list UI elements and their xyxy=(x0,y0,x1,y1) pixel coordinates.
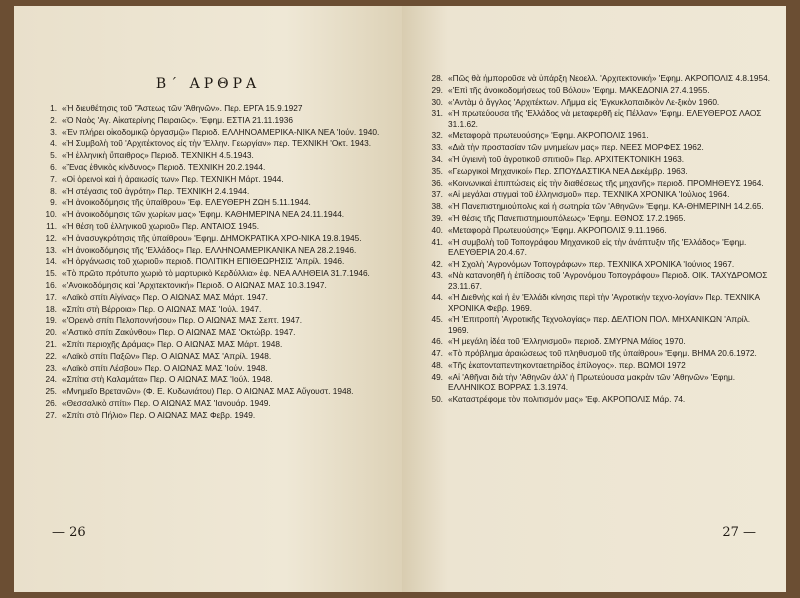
entry-number: 26. xyxy=(45,397,57,408)
article-entry xyxy=(36,315,381,325)
entry-number: 30. xyxy=(431,96,443,107)
article-entry xyxy=(36,292,381,302)
article-entry xyxy=(422,130,772,140)
entry-number: 47. xyxy=(431,348,443,359)
entry-number: 31. xyxy=(431,108,443,119)
entry-text: «Λαϊκὸ σπίτι Παξῶν» Περ. Ο ΑΙΩΝΑΣ ΜΑΣ 'Απρίλ. 1948. xyxy=(62,350,272,361)
article-entry xyxy=(422,108,772,128)
entry-text: «Ὁ Ναὸς 'Αγ. Αἰκατερίνης Πειραιῶς». 'Εφημ. ΕΣΤΙΑ 21.11.1936 xyxy=(62,114,294,125)
entry-number: 33. xyxy=(431,142,443,153)
entry-text: «Σπίτια στὴ Καλαμάτα» Περ. Ο ΑΙΩΝΑΣ ΜΑΣ 'Ιούλ. 1948. xyxy=(62,374,273,385)
entry-text: «Ἡ ὀργάνωσις τοῦ χωριοῦ» περιοδ. ΠΟΛΙΤΙΚΗ ΕΠΙΘΕΩΡΗΣΙΣ 'Απρίλ. 1946. xyxy=(62,256,345,267)
article-entry xyxy=(422,201,772,211)
article-entry xyxy=(36,304,381,314)
entry-text: «Ἡ στέγασις τοῦ ἀγρότη» Περ. ΤΕΧΝΙΚΗ 2.4.1944. xyxy=(62,185,250,196)
entry-number: 6. xyxy=(50,161,57,172)
article-entry xyxy=(36,386,381,396)
entry-text: «Ἡ 'Επιτροπὴ 'Αγροτικῆς Τεχνολογίας» περ. ΔΕΛΤΙΟΝ ΠΟΛ. ΜΗΧΑΝΙΚΩΝ 'Απρίλ. 1969. xyxy=(448,314,751,335)
entry-text: «Σπίτι στὸ Πήλιο» Περ. Ο ΑΙΩΝΑΣ ΜΑΣ Φεβρ. 1949. xyxy=(62,409,256,420)
entry-number: 48. xyxy=(431,359,443,370)
entry-number: 27. xyxy=(45,409,57,420)
article-entry xyxy=(422,178,772,188)
entry-text: «Αἱ 'Αθῆναι διὰ τὴν 'Αθηνῶν ἀλλ' ἡ Πρωτεύουσα μακρὰν τῶν 'Αθηνῶν» 'Εφημ. ΕΛΛΗΝΙΚΟΣ ΒΟΡΡΑΣ 1.3.1974. xyxy=(448,371,736,392)
entry-number: 10. xyxy=(45,209,57,220)
entry-text: «Σπίτι περιοχῆς Δράμας» Περ. Ο ΑΙΩΝΑΣ ΜΑΣ Μάρτ. 1948. xyxy=(62,338,283,349)
entry-text: «Τὸ πρόβλημα ἀραιώσεως τοῦ πληθυσμοῦ τῆς ὑπαίθρου» 'Εφημ. ΒΗΜΑ 20.6.1972. xyxy=(448,348,757,359)
entry-number: 11. xyxy=(46,220,57,231)
article-list-left xyxy=(36,103,381,422)
entry-text: «Ἡ ἀνασυγκρότησις τῆς ὑπαίθρου» 'Εφημ. ΔΗΜΟΚΡΑΤΙΚΑ ΧΡΟ-ΝΙΚΑ 19.8.1945. xyxy=(62,232,362,243)
entry-text: «Ἡ ἀνοικοδόμησις τῆς 'Ελλάδος» Περ. ΕΛΛΗΝΟΑΜΕΡΙΚΑΝΙΚΑ ΝΕΑ 28.2.1946. xyxy=(62,244,357,255)
entry-number: 16. xyxy=(45,279,57,290)
article-entry xyxy=(422,189,772,199)
entry-text: «Κοινωνικαὶ ἐπιπτώσεις εἰς τὴν διαθέσεως τῆς μηχανῆς» περιοδ. ΠΡΟΜΗΘΕΥΣ 1964. xyxy=(448,177,764,188)
entry-text: «Τῆς ἑκατονταπεντηκονταετηρίδος ἐπίλογος». περ. ΒΩΜΟΙ 1972 xyxy=(448,359,686,370)
entry-text: «Ἡ συμβολὴ τοῦ Τοπογράφου Μηχανικοῦ εἰς τὴν ἀνάπτυξιν τῆς 'Ελλάδος» 'Εφημ. ΕΛΕΥΘΕΡΙΑ 20.4.67. xyxy=(448,236,747,257)
entry-text: «Ἡ Πανεπιστημιούπολις καὶ ἡ σωτηρία τῶν 'Αθηνῶν» 'Εφημ. ΚΑ-ΘΗΜΕΡΙΝΗ 14.2.65. xyxy=(448,201,764,212)
entry-number: 3. xyxy=(50,126,57,137)
entry-text: «Μεταφορὰ πρωτευούσης» 'Εφημ. ΑΚΡΟΠΟΛΙΣ 1961. xyxy=(448,130,649,141)
entry-text: «Μνημεῖο Βρετανῶν» (Φ. Ε. Κυδωνιάτου) Περ. Ο ΑΙΩΝΑΣ ΜΑΣ Αὔγουστ. 1948. xyxy=(62,386,354,397)
entry-number: 39. xyxy=(431,212,443,223)
article-entry xyxy=(422,336,772,346)
right-page xyxy=(402,6,786,592)
entry-text: «Γεωργικοὶ Μηχανικοί» Περ. ΣΠΟΥΔΑΣΤΙΚΑ ΝΕΑ Δεκέμβρ. 1963. xyxy=(448,165,688,176)
entry-number: 24. xyxy=(45,374,57,385)
article-entry xyxy=(36,221,381,231)
entry-text: «Διὰ τὴν προστασίαν τῶν μνημείων μας» περ. ΝΕΕΣ ΜΟΡΦΕΣ 1962. xyxy=(448,142,704,153)
article-entry xyxy=(422,225,772,235)
entry-text: «'Ανοικοδόμησις καὶ 'Αρχιτεκτονική» Περιοδ. Ο ΑΙΩΝΑΣ ΜΑΣ 10.3.1947. xyxy=(62,279,327,290)
entry-number: 23. xyxy=(45,362,57,373)
entry-text: «'Επὶ τῆς ἀνοικοδομήσεως τοῦ Βόλου» 'Εφημ. ΜΑΚΕΔΟΝΙΑ 27.4.1955. xyxy=(448,84,710,95)
entry-number: 15. xyxy=(45,268,57,279)
article-entry xyxy=(36,398,381,408)
entry-text: «Ἡ θέσις τῆς Πανεπιστημιουπόλεως» 'Εφημ. ΕΘΝΟΣ 17.2.1965. xyxy=(448,212,686,223)
entry-number: 20. xyxy=(45,327,57,338)
section-heading: Β΄ ΑΡΘΡΑ xyxy=(155,76,261,92)
article-entry xyxy=(36,327,381,337)
entry-text: «Ἡ διευθέτησις τοῦ 'Ἄστεως τῶν 'Ἀθηνῶν». Περ. ΕΡΓΑ 15.9.1927 xyxy=(62,103,303,113)
article-list-right xyxy=(422,73,772,406)
article-entry xyxy=(36,162,381,172)
entry-number: 46. xyxy=(431,336,443,347)
entry-number: 40. xyxy=(431,224,443,235)
article-entry xyxy=(36,233,381,243)
entry-text: «Ἡ θέση τοῦ ἑλληνικοῦ χωριοῦ» Περ. ΑΝΤΑΙΟΣ 1945. xyxy=(62,220,260,231)
entry-number: 37. xyxy=(431,189,443,200)
entry-text: «Ἡ ἀνοικοδόμησις τῶν χωρίων μας» 'Εφημ. ΚΑΘΗΜΕΡΙΝΑ ΝΕΑ 24.11.1944. xyxy=(62,209,345,220)
entry-text: «Καταστρέφομε τὸν πολιτισμόν μας» 'Εφ. ΑΚΡΟΠΟΛΙΣ Μάρ. 74. xyxy=(448,393,686,404)
entry-text: «Μεταφορὰ Πρωτευούσης» 'Εφημ. ΑΚΡΟΠΟΛΙΣ 9.11.1966. xyxy=(448,224,667,235)
page-number-left: — 26 xyxy=(52,525,86,540)
entry-number: 19. xyxy=(45,315,57,326)
entry-number: 2. xyxy=(50,114,57,125)
entry-number: 36. xyxy=(431,177,443,188)
article-entry xyxy=(36,280,381,290)
article-entry xyxy=(36,339,381,349)
article-entry xyxy=(36,245,381,255)
entry-number: 21. xyxy=(45,338,57,349)
article-entry xyxy=(36,197,381,207)
article-entry xyxy=(422,360,772,370)
left-page xyxy=(14,6,403,592)
article-entry xyxy=(36,351,381,361)
article-entry xyxy=(36,174,381,184)
entry-number: 22. xyxy=(45,350,57,361)
entry-number: 45. xyxy=(431,314,443,325)
article-entry xyxy=(36,127,381,137)
entry-text: «Ἐν πλήρει οἰκοδομικῷ ὀργασμῷ» Περιοδ. ΕΛΛΗΝΟΑΜΕΡΙΚΑ-ΝΙΚΑ ΝΕΑ 'Ιούν. 1940. xyxy=(62,126,380,137)
entry-text: «'Αντὰμ ὁ ἄγγλος 'Αρχιτέκτων. Λῆμμα εἰς 'Εγκυκλοπαιδικὸν Λε-ξικὸν 1960. xyxy=(448,96,720,107)
entry-text: «Ἡ μεγάλη ἰδέα τοῦ 'Ελληνισμοῦ» περιοδ. ΣΜΥΡΝΑ Μάϊος 1970. xyxy=(448,336,686,347)
article-entry xyxy=(422,292,772,312)
entry-text: «Τὸ πρῶτο πρότυπο χωριὸ τὸ μαρτυρικὸ Κερδύλλια» ἐφ. ΝΕΑ ΑΛΗΘΕΙΑ 31.7.1946. xyxy=(62,268,370,279)
entry-number: 8. xyxy=(50,185,57,196)
entry-number: 7. xyxy=(50,173,57,184)
article-entry xyxy=(36,186,381,196)
article-entry xyxy=(422,270,772,290)
entry-text: «Ἡ ἑλληνικὴ ὕπαιθρος» Περιοδ. ΤΕΧΝΙΚΗ 4.5.1943. xyxy=(62,150,254,161)
entry-number: 9. xyxy=(50,197,57,208)
article-entry xyxy=(36,410,381,420)
page-number-right: 27 — xyxy=(722,525,756,540)
article-entry xyxy=(422,237,772,257)
article-entry xyxy=(422,372,772,392)
article-entry xyxy=(422,314,772,334)
entry-number: 18. xyxy=(45,303,57,314)
entry-number: 49. xyxy=(431,371,443,382)
article-entry xyxy=(422,142,772,152)
entry-text: «Λαϊκὸ σπίτι Λέσβου» Περ. Ο ΑΙΩΝΑΣ ΜΑΣ 'Ιούν. 1948. xyxy=(62,362,268,373)
entry-text: «Ἡ ἀνοικοδόμησις τῆς ὑπαίθρου» 'Εφ. ΕΛΕΥΘΕΡΗ ΖΩΗ 5.11.1944. xyxy=(62,197,311,208)
article-entry xyxy=(422,166,772,176)
entry-number: 50. xyxy=(431,393,443,404)
entry-text: «Ἕνας ἐθνικὸς κίνδυνος» Περιοδ. ΤΕΧΝΙΚΗ 20.2.1944. xyxy=(62,161,266,172)
entry-number: 44. xyxy=(431,292,443,303)
entry-number: 14. xyxy=(45,256,57,267)
entry-text: «Νὰ κατανοηθῆ ἡ ἐπίδοσις τοῦ 'Αγρονόμου Τοπογράφου» Περιοδ. ΟΙΚ. ΤΑΧΥΔΡΟΜΟΣ 23.11.67. xyxy=(448,270,768,291)
entry-text: «'Αστικὸ σπίτι Ζακύνθου» Περ. Ο ΑΙΩΝΑΣ ΜΑΣ 'Οκτώβρ. 1947. xyxy=(62,327,296,338)
article-entry xyxy=(422,394,772,404)
article-entry xyxy=(422,85,772,95)
entry-text: «Αἱ μεγάλαι στιγμαὶ τοῦ ἑλληνισμοῦ» περ. ΤΕΧΝΙΚΑ ΧΡΟΝΙΚΑ 'Ιούλιος 1964. xyxy=(448,189,730,200)
entry-number: 5. xyxy=(50,150,57,161)
article-entry xyxy=(36,138,381,148)
article-entry xyxy=(36,268,381,278)
entry-number: 32. xyxy=(431,130,443,141)
entry-number: 35. xyxy=(431,165,443,176)
entry-number: 25. xyxy=(45,386,57,397)
entry-number: 17. xyxy=(45,291,57,302)
entry-text: «Ἡ Συμβολὴ τοῦ 'Αρχιτέκτονος εἰς τὴν 'Ελλην. Γεωργίαν» περ. ΤΕΧΝΙΚΗ 'Οκτ. 1943. xyxy=(62,138,372,149)
entry-number: 42. xyxy=(431,258,443,269)
article-entry xyxy=(36,150,381,160)
entry-number: 13. xyxy=(45,244,57,255)
entry-number: 41. xyxy=(431,236,443,247)
entry-number: 34. xyxy=(431,153,443,164)
article-entry xyxy=(36,115,381,125)
entry-text: «Λαϊκὸ σπίτι Αἰγίνας» Περ. Ο ΑΙΩΝΑΣ ΜΑΣ Μάρτ. 1947. xyxy=(62,291,268,302)
entry-text: «Σπίτι στὴ Βέρροια» Περ. Ο ΑΙΩΝΑΣ ΜΑΣ 'Ιούλ. 1947. xyxy=(62,303,262,314)
entry-text: «Θεσσαλικὸ σπίτι» Περ. Ο ΑΙΩΝΑΣ ΜΑΣ 'Ιανουάρ. 1949. xyxy=(62,397,271,408)
entry-text: «Ἡ ὑγιεινὴ τοῦ ἀγροτικοῦ σπιτιοῦ» Περ. ΑΡΧΙΤΕΚΤΟΝΙΚΗ 1963. xyxy=(448,153,685,164)
article-entry xyxy=(36,209,381,219)
entry-text: «'Ορεινὸ σπίτι Πελοποννήσου» Περ. Ο ΑΙΩΝΑΣ ΜΑΣ Σεπτ. 1947. xyxy=(62,315,303,326)
entry-number: 12. xyxy=(45,232,57,243)
article-entry xyxy=(422,348,772,358)
entry-number: 29. xyxy=(431,84,443,95)
entry-number: 4. xyxy=(50,138,57,149)
entry-number: 28. xyxy=(431,73,443,83)
entry-text: «Πῶς θὰ ἠμποροῦσε νὰ ὑπάρξη Νεοελλ. 'Αρχιτεκτονική» 'Εφημ. ΑΚΡΟΠΟΛΙΣ 4.8.1954. xyxy=(448,73,771,83)
article-entry xyxy=(36,103,381,113)
article-entry xyxy=(422,154,772,164)
article-entry xyxy=(36,256,381,266)
article-entry xyxy=(36,374,381,384)
entry-number: 43. xyxy=(431,270,443,281)
entry-number: 38. xyxy=(431,201,443,212)
entry-text: «Ἡ πρωτεύουσα τῆς 'Ελλάδος νὰ μεταφερθῆ εἰς Πέλλαν» 'Εφημ. ΕΛΕΥΘΕΡΟΣ ΛΑΟΣ 31.1.62. xyxy=(448,108,762,129)
article-entry xyxy=(422,259,772,269)
entry-text: «Ἡ Διεθνὴς καὶ ἡ ἐν 'Ελλάδι κίνησις περὶ τὴν 'Αγροτικὴν τεχνο-λογίαν» Περ. ΤΕΧΝΙΚΑ ΧΡΟΝΙΚΑ Φεβρ. 1969. xyxy=(448,292,760,313)
article-entry xyxy=(36,363,381,373)
article-entry xyxy=(422,73,772,83)
article-entry xyxy=(422,97,772,107)
entry-text: «Οἱ ὀρεινοὶ καὶ ἡ ἀραιωσίς των» Περ. ΤΕΧΝΙΚΗ Μάρτ. 1944. xyxy=(62,173,284,184)
entry-number: 1. xyxy=(50,103,57,113)
entry-text: «Ἡ Σχολὴ 'Αγρονόμων Τοπογράφων» περ. ΤΕΧΝΙΚΑ ΧΡΟΝΙΚΑ 'Ιούνιος 1967. xyxy=(448,258,735,269)
article-entry xyxy=(422,213,772,223)
